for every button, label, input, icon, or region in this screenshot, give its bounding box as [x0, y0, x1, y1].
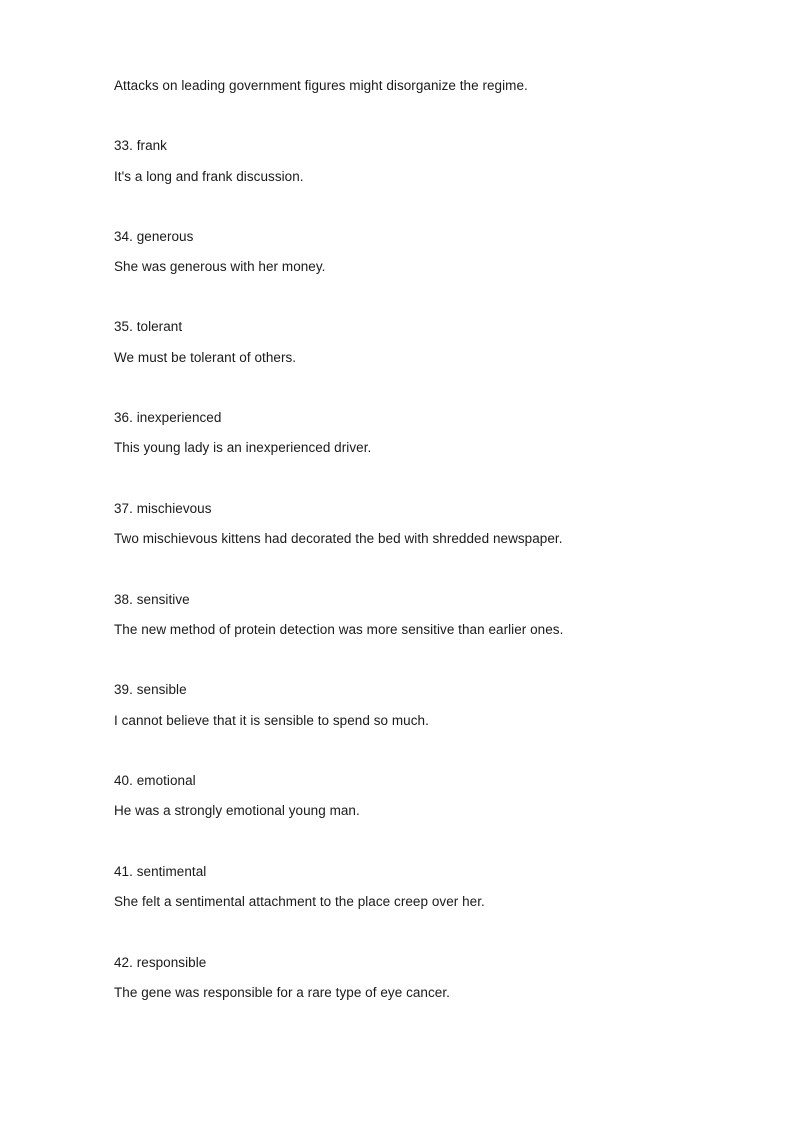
entry-heading: 41. sentimental — [114, 864, 207, 879]
entry-sentence: She was generous with her money. — [114, 259, 326, 274]
entry-sentence: The new method of protein detection was more sensitive than earlier ones. — [114, 622, 564, 637]
entry-heading: 38. sensitive — [114, 592, 190, 607]
entry-sentence: Two mischievous kittens had decorated the bed with shredded newspaper. — [114, 531, 563, 546]
entry-heading: 33. frank — [114, 138, 167, 153]
entry-sentence: I cannot believe that it is sensible to spend so much. — [114, 713, 429, 728]
entry-heading: 42. responsible — [114, 955, 207, 970]
entry-heading: 36. inexperienced — [114, 410, 222, 425]
entry-sentence: The gene was responsible for a rare type of eye cancer. — [114, 985, 450, 1000]
intro-sentence: Attacks on leading government figures might disorganize the regime. — [114, 78, 528, 93]
entry-sentence: This young lady is an inexperienced driver. — [114, 440, 372, 455]
entry-heading: 40. emotional — [114, 773, 196, 788]
entry-sentence: It's a long and frank discussion. — [114, 169, 304, 184]
entry-heading: 34. generous — [114, 229, 194, 244]
entry-heading: 39. sensible — [114, 682, 187, 697]
entry-sentence: We must be tolerant of others. — [114, 350, 297, 365]
entry-heading: 35. tolerant — [114, 319, 183, 334]
entry-sentence: She felt a sentimental attachment to the place creep over her. — [114, 894, 485, 909]
entry-sentence: He was a strongly emotional young man. — [114, 803, 360, 818]
entry-heading: 37. mischievous — [114, 501, 212, 516]
